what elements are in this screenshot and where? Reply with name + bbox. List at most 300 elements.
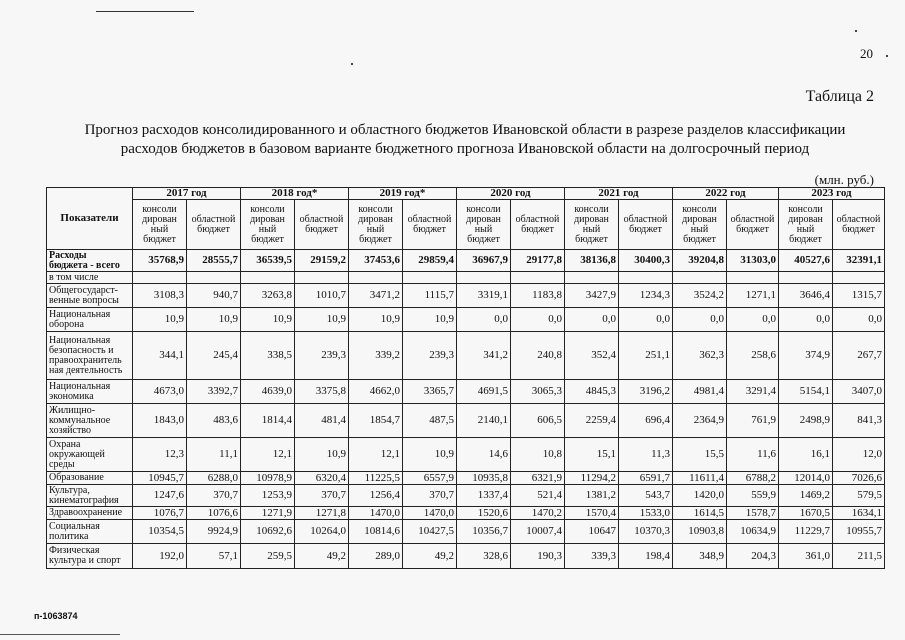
table-row <box>47 272 885 284</box>
cell-line: бюджет <box>683 233 716 245</box>
value-cell: 10647 <box>565 520 619 544</box>
table-row <box>47 520 885 544</box>
bottom-rule <box>0 634 120 635</box>
value-cell: 543,7 <box>619 485 673 507</box>
regional-budget-header <box>727 200 779 250</box>
cell-line: консоли <box>250 203 285 215</box>
value-cell: 12014,0 <box>779 472 833 485</box>
value-cell: 12,3 <box>133 438 187 472</box>
value-cell: 4691,5 <box>457 380 511 404</box>
cell-line: дирован <box>682 213 717 225</box>
value-cell: 4981,4 <box>673 380 727 404</box>
value-cell: 3263,8 <box>241 284 295 308</box>
value-cell: 12,1 <box>241 438 295 472</box>
value-cell: 348,9 <box>673 544 727 569</box>
value-cell: 0,0 <box>833 308 885 332</box>
value-cell: 6788,2 <box>727 472 779 485</box>
value-cell: 352,4 <box>565 332 619 380</box>
consolidated-budget-header <box>457 200 511 250</box>
value-cell: 1234,3 <box>619 284 673 308</box>
value-cell: 11294,2 <box>565 472 619 485</box>
cell-line: консоли <box>788 203 823 215</box>
scan-speck <box>351 63 353 65</box>
header-row-subcolumns <box>47 200 885 250</box>
value-cell: 362,3 <box>673 332 727 380</box>
value-cell: 10370,3 <box>619 520 673 544</box>
year-header: 2021 год <box>565 188 673 200</box>
cell-line: бюджет <box>251 233 284 245</box>
value-cell: 3646,4 <box>779 284 833 308</box>
value-cell: 251,1 <box>619 332 673 380</box>
value-cell: 239,3 <box>295 332 349 380</box>
value-cell <box>403 272 457 284</box>
value-cell: 1253,9 <box>241 485 295 507</box>
cell-line: ный <box>366 223 385 235</box>
value-cell: 0,0 <box>511 308 565 332</box>
value-cell: 12,1 <box>349 438 403 472</box>
table-row <box>47 332 885 380</box>
value-cell: 6320,4 <box>295 472 349 485</box>
value-cell: 579,5 <box>833 485 885 507</box>
table-row <box>47 544 885 569</box>
cell-line: дирован <box>466 213 501 225</box>
value-cell: 11611,4 <box>673 472 727 485</box>
value-cell: 6288,0 <box>187 472 241 485</box>
value-cell: 3524,2 <box>673 284 727 308</box>
value-cell: 1256,4 <box>349 485 403 507</box>
cell-line: Образование <box>49 472 104 483</box>
value-cell: 481,4 <box>295 404 349 438</box>
value-cell: 10634,9 <box>727 520 779 544</box>
value-cell: 10814,6 <box>349 520 403 544</box>
value-cell: 1076,7 <box>133 507 187 520</box>
value-cell: 1634,1 <box>833 507 885 520</box>
value-cell: 3319,1 <box>457 284 511 308</box>
value-cell: 49,2 <box>295 544 349 569</box>
value-cell <box>565 272 619 284</box>
value-cell: 761,9 <box>727 404 779 438</box>
row-label <box>47 308 133 332</box>
cell-line: бюджет <box>143 233 176 245</box>
cell-line: бюджет <box>305 223 338 235</box>
value-cell: 1570,4 <box>565 507 619 520</box>
value-cell <box>779 272 833 284</box>
cell-line: бюджет <box>467 233 500 245</box>
value-cell: 192,0 <box>133 544 187 569</box>
year-header: 2020 год <box>457 188 565 200</box>
regional-budget-header <box>403 200 457 250</box>
value-cell: 344,1 <box>133 332 187 380</box>
value-cell: 11,3 <box>619 438 673 472</box>
cell-line: областной <box>515 213 560 225</box>
value-cell: 10356,7 <box>457 520 511 544</box>
cell-line: среды <box>49 458 75 470</box>
cell-line: бюджет <box>736 223 769 235</box>
cell-line: Общегосударст- <box>49 284 118 296</box>
cell-line: дирован <box>788 213 823 225</box>
row-label <box>47 472 133 485</box>
value-cell: 267,7 <box>833 332 885 380</box>
value-cell: 10935,8 <box>457 472 511 485</box>
value-cell: 521,4 <box>511 485 565 507</box>
cell-line: Национальная <box>49 308 111 320</box>
value-cell: 1337,4 <box>457 485 511 507</box>
value-cell: 2498,9 <box>779 404 833 438</box>
cell-line: бюджет <box>629 223 662 235</box>
value-cell: 211,5 <box>833 544 885 569</box>
value-cell: 3291,4 <box>727 380 779 404</box>
value-cell: 1076,6 <box>187 507 241 520</box>
value-cell: 1470,2 <box>511 507 565 520</box>
value-cell: 239,3 <box>403 332 457 380</box>
row-label <box>47 544 133 569</box>
value-cell: 1271,8 <box>295 507 349 520</box>
header-row-years <box>47 188 885 200</box>
cell-line: Жилищно- <box>49 404 96 416</box>
value-cell: 1470,0 <box>349 507 403 520</box>
value-cell: 4673,0 <box>133 380 187 404</box>
value-cell: 3108,3 <box>133 284 187 308</box>
row-label <box>47 520 133 544</box>
cell-line: бюджет <box>359 233 392 245</box>
value-cell: 4662,0 <box>349 380 403 404</box>
value-cell: 361,0 <box>779 544 833 569</box>
table-row <box>47 250 885 272</box>
value-cell: 36967,9 <box>457 250 511 272</box>
value-cell: 696,4 <box>619 404 673 438</box>
value-cell: 940,7 <box>187 284 241 308</box>
value-cell: 10692,6 <box>241 520 295 544</box>
cell-line: кинематография <box>49 494 119 506</box>
value-cell: 1533,0 <box>619 507 673 520</box>
consolidated-budget-header <box>779 200 833 250</box>
value-cell: 1010,7 <box>295 284 349 308</box>
table-row <box>47 404 885 438</box>
cell-line: бюджет <box>842 223 875 235</box>
table-label: Таблица 2 <box>805 88 874 105</box>
cell-line: Охрана <box>49 438 81 450</box>
value-cell: 370,7 <box>403 485 457 507</box>
value-cell <box>833 272 885 284</box>
value-cell <box>133 272 187 284</box>
value-cell: 1115,7 <box>403 284 457 308</box>
value-cell: 6321,9 <box>511 472 565 485</box>
value-cell <box>457 272 511 284</box>
cell-line: консоли <box>574 203 609 215</box>
value-cell: 5154,1 <box>779 380 833 404</box>
cell-line: областной <box>407 213 452 225</box>
value-cell: 15,5 <box>673 438 727 472</box>
value-cell: 0,0 <box>457 308 511 332</box>
value-cell: 2364,9 <box>673 404 727 438</box>
value-cell: 10,9 <box>133 308 187 332</box>
consolidated-budget-header <box>133 200 187 250</box>
cell-line: консоли <box>466 203 501 215</box>
value-cell: 338,5 <box>241 332 295 380</box>
cell-line: ный <box>150 223 169 235</box>
value-cell <box>349 272 403 284</box>
table-row <box>47 438 885 472</box>
value-cell: 370,7 <box>295 485 349 507</box>
cell-line: коммунальное <box>49 414 111 426</box>
value-cell: 339,2 <box>349 332 403 380</box>
value-cell: 1614,5 <box>673 507 727 520</box>
cell-line: областной <box>730 213 775 225</box>
title-line: расходов бюджетов в базовом варианте бюджетного прогноза Ивановской области на долгосрочный период <box>120 141 810 157</box>
value-cell: 1814,4 <box>241 404 295 438</box>
value-cell: 204,3 <box>727 544 779 569</box>
cell-line: окружающей <box>49 448 105 460</box>
year-header: 2023 год <box>779 188 885 200</box>
value-cell: 1520,6 <box>457 507 511 520</box>
cell-line: Национальная <box>49 334 111 346</box>
table-row <box>47 507 885 520</box>
cell-line: Национальная <box>49 380 111 392</box>
value-cell: 1381,2 <box>565 485 619 507</box>
value-cell: 245,4 <box>187 332 241 380</box>
value-cell: 10,9 <box>295 438 349 472</box>
value-cell: 0,0 <box>619 308 673 332</box>
cell-line: Физическая <box>49 545 100 556</box>
value-cell: 10007,4 <box>511 520 565 544</box>
cell-line: консоли <box>682 203 717 215</box>
value-cell: 190,3 <box>511 544 565 569</box>
value-cell: 10264,0 <box>295 520 349 544</box>
value-cell: 1469,2 <box>779 485 833 507</box>
title-line: Прогноз расходов консолидированного и областного бюджетов Ивановской области в разрезе разделов классификации <box>84 122 846 138</box>
value-cell: 1670,5 <box>779 507 833 520</box>
value-cell: 2259,4 <box>565 404 619 438</box>
cell-line: бюджет <box>521 223 554 235</box>
value-cell: 3196,2 <box>619 380 673 404</box>
value-cell: 1183,8 <box>511 284 565 308</box>
cell-line: экономика <box>49 390 94 402</box>
value-cell <box>241 272 295 284</box>
value-cell: 10903,8 <box>673 520 727 544</box>
year-header: 2017 год <box>133 188 241 200</box>
row-label <box>47 250 133 272</box>
year-header: 2019 год* <box>349 188 457 200</box>
consolidated-budget-header <box>565 200 619 250</box>
cell-line: бюджет <box>575 233 608 245</box>
value-cell: 3065,3 <box>511 380 565 404</box>
value-cell: 10,8 <box>511 438 565 472</box>
value-cell: 259,5 <box>241 544 295 569</box>
value-cell: 328,6 <box>457 544 511 569</box>
value-cell: 29177,8 <box>511 250 565 272</box>
value-cell: 49,2 <box>403 544 457 569</box>
value-cell: 0,0 <box>779 308 833 332</box>
value-cell: 258,6 <box>727 332 779 380</box>
value-cell: 32391,1 <box>833 250 885 272</box>
cell-line: дирован <box>250 213 285 225</box>
document-title <box>40 121 890 159</box>
value-cell: 16,1 <box>779 438 833 472</box>
value-cell <box>295 272 349 284</box>
value-cell: 198,4 <box>619 544 673 569</box>
cell-line: политика <box>49 530 89 542</box>
value-cell: 10955,7 <box>833 520 885 544</box>
cell-line: хозяйство <box>49 424 91 436</box>
cell-line: в том числе <box>49 271 99 283</box>
row-label <box>47 332 133 380</box>
value-cell <box>511 272 565 284</box>
value-cell: 40527,6 <box>779 250 833 272</box>
cell-line: культура и спорт <box>49 555 121 566</box>
cell-line: безопасность и <box>49 344 114 356</box>
budget-forecast-table <box>46 187 885 569</box>
value-cell: 1578,7 <box>727 507 779 520</box>
year-header: 2022 год <box>673 188 779 200</box>
consolidated-budget-header <box>673 200 727 250</box>
value-cell: 11225,5 <box>349 472 403 485</box>
value-cell: 29859,4 <box>403 250 457 272</box>
cell-line: ный <box>582 223 601 235</box>
value-cell: 3427,9 <box>565 284 619 308</box>
value-cell: 28555,7 <box>187 250 241 272</box>
value-cell: 10978,9 <box>241 472 295 485</box>
value-cell: 3375,8 <box>295 380 349 404</box>
cell-line: областной <box>299 213 344 225</box>
value-cell: 339,3 <box>565 544 619 569</box>
table-row <box>47 485 885 507</box>
value-cell: 12,0 <box>833 438 885 472</box>
value-cell: 0,0 <box>565 308 619 332</box>
table-row <box>47 308 885 332</box>
value-cell: 10354,5 <box>133 520 187 544</box>
value-cell: 10,9 <box>403 438 457 472</box>
value-cell: 4639,0 <box>241 380 295 404</box>
value-cell: 15,1 <box>565 438 619 472</box>
value-cell: 3471,2 <box>349 284 403 308</box>
cell-line: дирован <box>358 213 393 225</box>
regional-budget-header <box>511 200 565 250</box>
cell-line: ный <box>690 223 709 235</box>
regional-budget-header <box>187 200 241 250</box>
value-cell: 1854,7 <box>349 404 403 438</box>
value-cell: 1420,0 <box>673 485 727 507</box>
cell-line: венные вопросы <box>49 294 119 306</box>
cell-line: областной <box>191 213 236 225</box>
value-cell: 240,8 <box>511 332 565 380</box>
table-row <box>47 472 885 485</box>
row-label <box>47 404 133 438</box>
cell-line: ная деятельность <box>49 364 123 376</box>
value-cell: 1470,0 <box>403 507 457 520</box>
value-cell: 31303,0 <box>727 250 779 272</box>
scan-speck <box>886 55 888 57</box>
cell-line: консоли <box>358 203 393 215</box>
row-label <box>47 380 133 404</box>
value-cell <box>619 272 673 284</box>
cell-line: бюджет <box>197 223 230 235</box>
value-cell: 2140,1 <box>457 404 511 438</box>
value-cell <box>673 272 727 284</box>
row-label <box>47 485 133 507</box>
value-cell: 483,6 <box>187 404 241 438</box>
value-cell: 606,5 <box>511 404 565 438</box>
value-cell: 0,0 <box>727 308 779 332</box>
cell-line: Культура, <box>49 484 90 496</box>
value-cell: 11229,7 <box>779 520 833 544</box>
table-row <box>47 284 885 308</box>
cell-line: Расходы <box>49 249 87 261</box>
value-cell: 6591,7 <box>619 472 673 485</box>
value-cell: 7026,6 <box>833 472 885 485</box>
value-cell: 10,9 <box>349 308 403 332</box>
regional-budget-header <box>619 200 673 250</box>
cell-line: дирован <box>574 213 609 225</box>
value-cell: 14,6 <box>457 438 511 472</box>
value-cell: 3407,0 <box>833 380 885 404</box>
value-cell: 4845,3 <box>565 380 619 404</box>
value-cell: 341,2 <box>457 332 511 380</box>
value-cell: 559,9 <box>727 485 779 507</box>
value-cell: 10,9 <box>403 308 457 332</box>
value-cell: 6557,9 <box>403 472 457 485</box>
value-cell: 289,0 <box>349 544 403 569</box>
cell-line: бюджет <box>413 223 446 235</box>
year-header: 2018 год* <box>241 188 349 200</box>
document-id: п-1063874 <box>34 611 78 621</box>
value-cell <box>727 272 779 284</box>
value-cell: 10,9 <box>241 308 295 332</box>
value-cell: 36539,5 <box>241 250 295 272</box>
cell-line: правоохранитель <box>49 354 122 366</box>
page-number: 20 <box>860 46 873 61</box>
cell-line: бюджет <box>789 233 822 245</box>
value-cell: 10,9 <box>187 308 241 332</box>
regional-budget-header <box>295 200 349 250</box>
value-cell: 30400,3 <box>619 250 673 272</box>
cell-line: областной <box>836 213 881 225</box>
cell-line: оборона <box>49 318 84 330</box>
cell-line: областной <box>623 213 668 225</box>
value-cell: 38136,8 <box>565 250 619 272</box>
value-cell: 1247,6 <box>133 485 187 507</box>
cell-line: дирован <box>142 213 177 225</box>
value-cell: 10,9 <box>295 308 349 332</box>
value-cell: 841,3 <box>833 404 885 438</box>
cell-line: ный <box>796 223 815 235</box>
units-label: (млн. руб.) <box>814 172 874 187</box>
value-cell: 29159,2 <box>295 250 349 272</box>
regional-budget-header <box>833 200 885 250</box>
value-cell: 3392,7 <box>187 380 241 404</box>
cell-line: бюджета - всего <box>49 259 120 271</box>
value-cell: 10427,5 <box>403 520 457 544</box>
scan-speck <box>855 30 857 32</box>
row-label <box>47 272 133 284</box>
value-cell: 11,1 <box>187 438 241 472</box>
value-cell: 1315,7 <box>833 284 885 308</box>
row-label <box>47 284 133 308</box>
cell-line: Здравоохранение <box>49 507 123 518</box>
top-rule <box>96 11 194 12</box>
value-cell: 3365,7 <box>403 380 457 404</box>
cell-line: Социальная <box>49 520 100 532</box>
value-cell: 9924,9 <box>187 520 241 544</box>
row-label <box>47 507 133 520</box>
cell-line: консоли <box>142 203 177 215</box>
value-cell: 39204,8 <box>673 250 727 272</box>
row-label <box>47 438 133 472</box>
value-cell: 370,7 <box>187 485 241 507</box>
cell-line: ный <box>474 223 493 235</box>
value-cell: 35768,9 <box>133 250 187 272</box>
cell-line: ный <box>258 223 277 235</box>
value-cell <box>187 272 241 284</box>
